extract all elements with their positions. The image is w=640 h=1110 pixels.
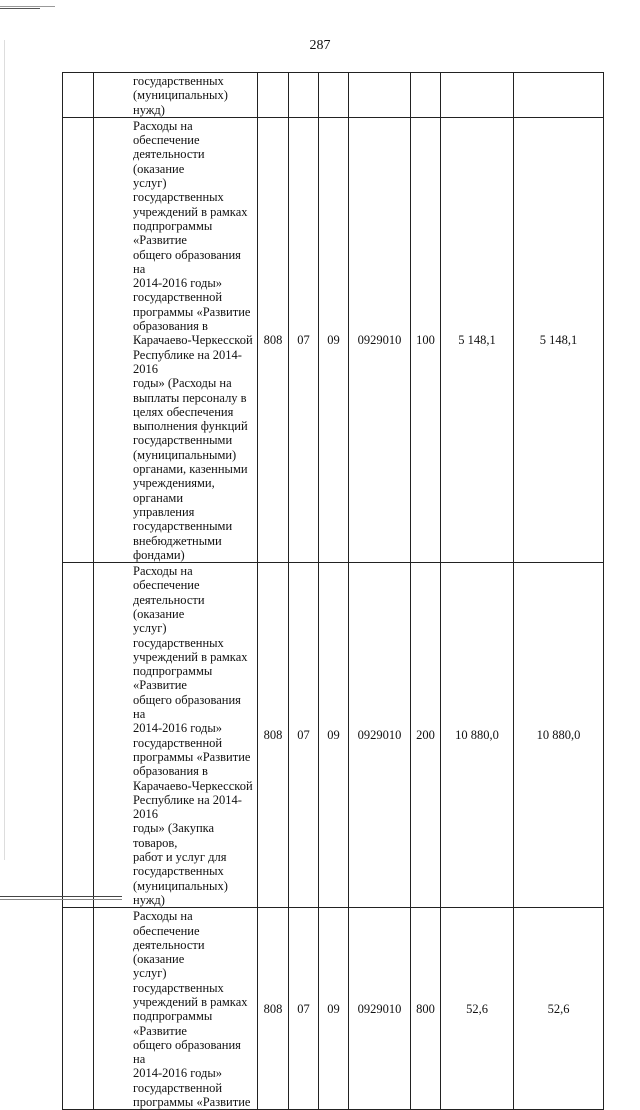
- table-row: [63, 908, 604, 1110]
- amount-cell: 10 880,0: [441, 563, 514, 908]
- ministry-cell: [258, 73, 289, 118]
- budget-table: [62, 72, 604, 1110]
- scan-artifact-line: [0, 8, 40, 9]
- amount-cell: 52,6: [441, 908, 514, 1110]
- amount-cell: [441, 73, 514, 118]
- row-number-cell: [63, 908, 94, 1110]
- row-number-cell: [63, 563, 94, 908]
- description-cell: [94, 908, 258, 1110]
- total-cell: [514, 73, 604, 118]
- expense-type-cell: [411, 73, 441, 118]
- expense-type-cell: 200: [411, 563, 441, 908]
- row-number-cell: [63, 73, 94, 118]
- page-number: 287: [309, 38, 331, 53]
- description-text: государственных (муниципальных) нужд): [133, 74, 228, 117]
- table-row: [63, 563, 604, 908]
- amount-cell: 5 148,1: [441, 117, 514, 562]
- table-row-continuation: [63, 73, 604, 118]
- scan-edge-shadow: [4, 40, 5, 860]
- total-cell: 52,6: [514, 908, 604, 1110]
- description-text: Расходы на обеспечение деятельности (оказание услуг) государственных учреждений в рамках подпрограммы «Развитие общего образования на 2014-2016 годы» государственной программы «Развитие образования в Карачаево-Черкесской Республике на 2014-2016 годы» (Закупка товаров, работ и услуг для государственных (муниципальных) нужд): [133, 564, 253, 907]
- ministry-cell: 808: [258, 563, 289, 908]
- section-cell: 07: [289, 117, 319, 562]
- table-row: [63, 117, 604, 562]
- subsection-cell: 09: [319, 563, 349, 908]
- expense-type-cell: 800: [411, 908, 441, 1110]
- description-cell: [94, 73, 258, 118]
- row-number-cell: [63, 117, 94, 562]
- scan-artifact-line: [0, 896, 122, 897]
- section-cell: 07: [289, 908, 319, 1110]
- description-text: Расходы на обеспечение деятельности (оказание услуг) государственных учреждений в рамках подпрограммы «Развитие общего образования на 2014-2016 годы» государственной программы «Развитие: [133, 909, 251, 1110]
- subsection-cell: 09: [319, 908, 349, 1110]
- total-cell: 5 148,1: [514, 117, 604, 562]
- description-cell: [94, 117, 258, 562]
- subsection-cell: [319, 73, 349, 118]
- target-cell: 0929010: [349, 908, 411, 1110]
- ministry-cell: 808: [258, 117, 289, 562]
- total-cell: 10 880,0: [514, 563, 604, 908]
- subsection-cell: 09: [319, 117, 349, 562]
- description-text: Расходы на обеспечение деятельности (оказание услуг) государственных учреждений в рамках подпрограммы «Развитие общего образования на 2014-2016 годы» государственной программы «Развитие образования в Карачаево-Черкесской Республике на 2014-2016 годы» (Расходы на выплаты персоналу в целях обеспечения выполнения функций государственными (муниципальными) органами, казенными учреждениями, органами управления государственными внебюджетными фондами): [133, 118, 253, 562]
- section-cell: 07: [289, 563, 319, 908]
- expense-type-cell: 100: [411, 117, 441, 562]
- section-cell: [289, 73, 319, 118]
- scan-artifact-line: [0, 899, 122, 900]
- ministry-cell: 808: [258, 908, 289, 1110]
- target-cell: 0929010: [349, 117, 411, 562]
- target-cell: 0929010: [349, 563, 411, 908]
- scan-artifact-line: [0, 6, 55, 7]
- description-cell: [94, 563, 258, 908]
- target-cell: [349, 73, 411, 118]
